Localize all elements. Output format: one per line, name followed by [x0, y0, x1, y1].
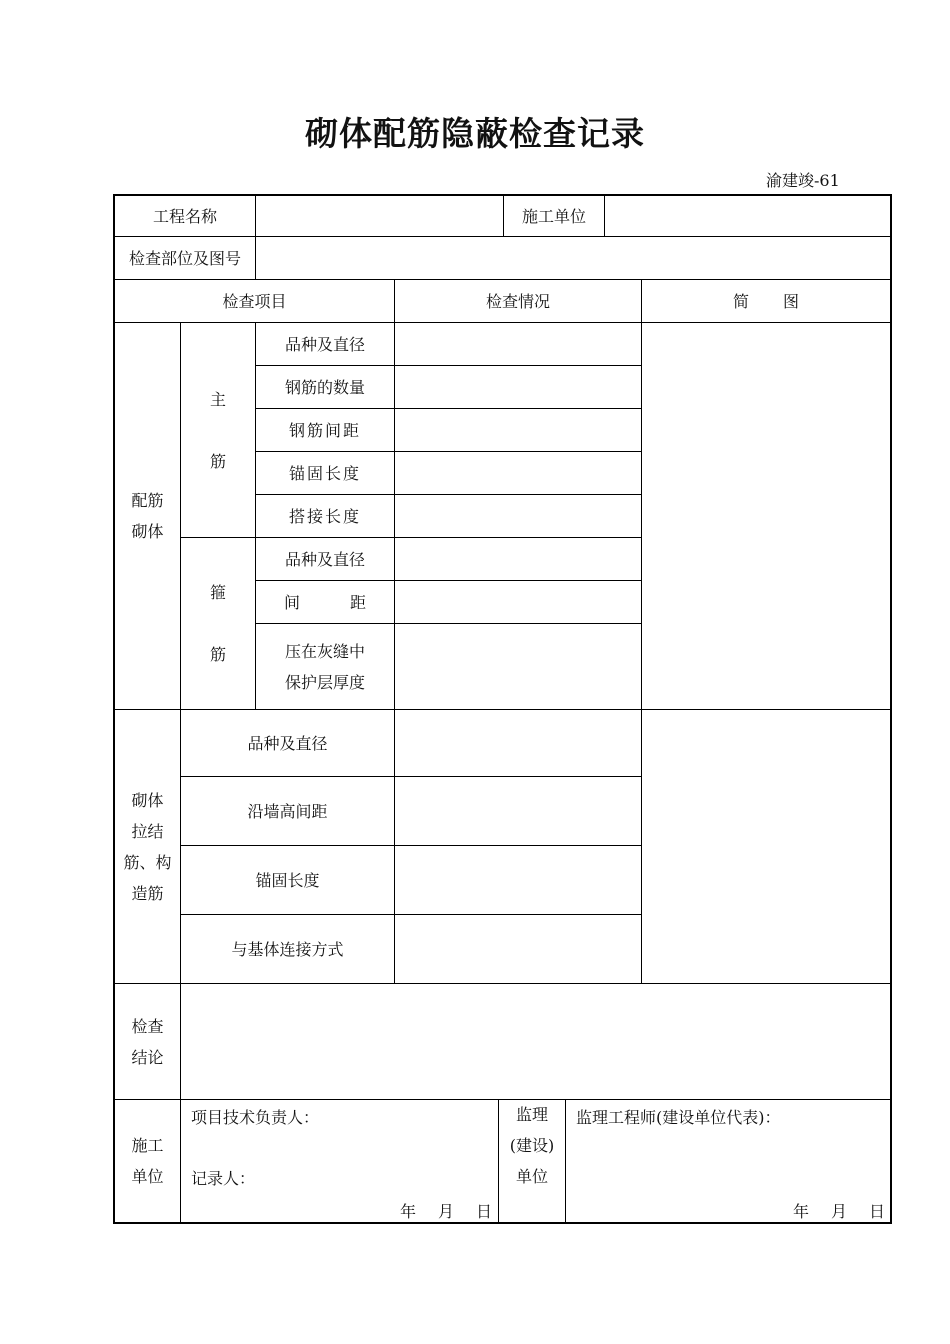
main-bar-label [181, 323, 255, 537]
stirrup-item [256, 581, 394, 623]
stirrup-cover-line2: 保护层厚度 [284, 672, 365, 692]
construction-unit-field[interactable] [605, 196, 890, 236]
main-bar-item: 锚固长度 [288, 463, 361, 483]
column-header-sketch [642, 280, 890, 322]
inspection-location-label: 检查部位及图号 [128, 248, 241, 268]
construction-sign-line1: 施工 [131, 1136, 164, 1155]
construction-sign-line2: 单位 [131, 1167, 164, 1186]
reinforced-masonry-label [115, 323, 180, 709]
main-bar-item: 钢筋间距 [288, 420, 361, 440]
construction-date-year: 年 [400, 1202, 417, 1221]
tie-bar-item: 与基体连接方式 [231, 939, 344, 959]
stirrup-cover-line1: 压在灰缝中 [284, 641, 365, 661]
supervision-date-day: 日 [869, 1202, 886, 1221]
supervision-line2: (建设) [509, 1136, 555, 1155]
supervision-line1: 监理 [515, 1105, 548, 1124]
stirrup-char-1: 箍 [209, 583, 226, 602]
conclusion-line1: 检查 [131, 1016, 164, 1036]
stirrup-char-2: 筋 [209, 645, 226, 664]
conclusion-label [115, 984, 180, 1099]
tie-bars-line1: 砌体 [131, 790, 164, 810]
tech-lead-label: 项目技术负责人： [191, 1108, 320, 1127]
construction-date-day: 日 [476, 1202, 493, 1221]
sketch-char-1: 简 [732, 291, 749, 311]
supervision-date-year: 年 [793, 1202, 810, 1221]
conclusion-line2: 结论 [131, 1047, 164, 1067]
stirrup-label [181, 538, 255, 709]
tie-bars-line4: 造筋 [131, 883, 164, 903]
recorder-label: 记录人： [191, 1169, 256, 1188]
stirrup-item [256, 624, 394, 709]
inspection-location-field[interactable] [256, 237, 890, 279]
main-bar-item: 品种及直径 [284, 334, 365, 354]
page-title: 砌体配筋隐蔽检查记录 [305, 114, 645, 153]
reinforced-masonry-line2: 砌体 [131, 522, 164, 541]
reinforced-masonry-line1: 配筋 [131, 491, 164, 510]
sketch-char-2: 图 [783, 291, 800, 311]
main-bar-char-1: 主 [209, 389, 226, 409]
main-bar-char-2: 筋 [209, 451, 226, 471]
project-name-label: 工程名称 [152, 206, 217, 226]
column-header-item: 检查项目 [222, 291, 287, 311]
supervision-engineer-label: 监理工程师(建设单位代表)： [576, 1108, 781, 1127]
column-header-status: 检查情况 [485, 291, 550, 311]
tie-bar-item: 品种及直径 [247, 733, 328, 753]
tie-bars-line3: 筋、构 [123, 852, 172, 872]
tie-bars-line2: 拉结 [131, 821, 164, 841]
tie-bars-label [115, 710, 180, 983]
stirrup-spacing-char-1: 间 [283, 592, 300, 612]
supervision-line3: 单位 [515, 1167, 548, 1186]
stirrup-spacing-char-2: 距 [350, 592, 367, 612]
main-bar-item: 搭接长度 [288, 506, 361, 526]
form-code: 渝建竣-61 [766, 171, 840, 190]
tie-bar-item: 锚固长度 [255, 870, 320, 890]
construction-date-month: 月 [438, 1202, 455, 1221]
project-name-field[interactable] [256, 196, 503, 236]
supervision-unit-label [499, 1100, 565, 1191]
construction-unit-sign-label [115, 1100, 180, 1222]
supervision-date-month: 月 [831, 1202, 848, 1221]
stirrup-item: 品种及直径 [284, 549, 365, 569]
conclusion-field[interactable] [181, 984, 890, 1099]
main-bar-item: 钢筋的数量 [284, 377, 365, 397]
inspection-form [113, 194, 892, 1224]
construction-unit-label: 施工单位 [521, 206, 586, 226]
tie-bar-item: 沿墙高间距 [247, 801, 328, 821]
